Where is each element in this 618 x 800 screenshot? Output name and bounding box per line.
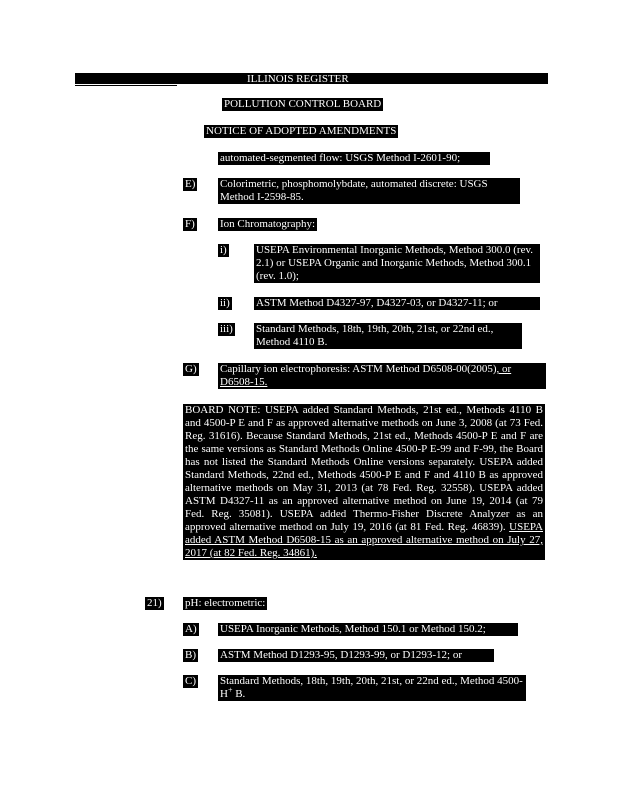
- item-21-text: pH: electrometric:: [185, 597, 266, 609]
- item-g-text-added: , or D6508-15.: [220, 363, 512, 388]
- item-fi-text: USEPA Environmental Inorganic Methods, Method 300.0 (rev. 2.1) or USEPA Organic and Inorganic Methods, Method 300.1 (rev. 1.0);: [254, 244, 540, 283]
- item-e-text: Colorimetric, phosphomolybdate, automated discrete: USGS Method I-2598-85.: [218, 178, 520, 204]
- item-fiii-marker: iii): [220, 323, 233, 335]
- item-a-text: USEPA Inorganic Methods, Method 150.1 or Method 150.2;: [218, 623, 518, 636]
- board-note: [183, 404, 545, 560]
- item-21-marker: 21): [147, 597, 162, 609]
- board-title: POLLUTION CONTROL BOARD: [224, 98, 382, 110]
- register-title: ILLINOIS REGISTER: [247, 73, 349, 85]
- item-f-text: Ion Chromatography:: [220, 218, 316, 230]
- item-f-marker: F): [185, 218, 195, 230]
- item-g-text: [218, 363, 546, 389]
- item-g-text-a: Capillary ion electrophoresis: ASTM Method D6508-00(2005): [220, 363, 497, 375]
- item-b-text: ASTM Method D1293-95, D1293-99, or D1293-12; or: [218, 649, 494, 662]
- notice-title: NOTICE OF ADOPTED AMENDMENTS: [206, 125, 397, 137]
- item-fi-marker: i): [220, 244, 227, 256]
- item-c-text-b: B.: [232, 688, 246, 700]
- board-note-added: USEPA added ASTM Method D6508-15 as an approved alternative method on July 27, 2017 (at 82 Fed. Reg. 34861).: [185, 521, 543, 559]
- item-c-marker: C): [185, 675, 196, 687]
- item-fii-marker: ii): [220, 297, 230, 309]
- item-c-sup: +: [227, 685, 233, 695]
- board-note-text: BOARD NOTE: USEPA added Standard Methods, 21st ed., Methods 4110 B and 4500-P E and F as approved alternative methods on June 3, 2008 (at 73 Fed. Reg. 31616). Because Standard Methods, 21st ed., Methods 4500-P E and F are the same versions as Standard Methods Online 4500-P E-99 and F-99, the Board has not listed the Standard Methods Online versions separately. USEPA added Standard Methods, 22nd ed., Methods 4500-P E and F and 4110 B as approved alternative methods on May 31, 2013 (at 78 Fed. Reg. 32558). USEPA added ASTM D4327-11 as an approved alternative method on June 19, 2014 (at 79 Fed. Reg. 35081). USEPA added Thermo-Fisher Discrete Analyzer as an approved alternative method on July 19, 2016 (at 81 Fed. Reg. 46839).: [185, 404, 543, 533]
- item-g-marker: G): [185, 363, 197, 375]
- item-d-tail: automated-segmented flow: USGS Method I-2601-90;: [218, 152, 490, 165]
- header-rule: [75, 85, 177, 86]
- item-fiii-text: Standard Methods, 18th, 19th, 20th, 21st, or 22nd ed., Method 4110 B.: [254, 323, 522, 349]
- item-fii-text: ASTM Method D4327-97, D4327-03, or D4327-11; or: [254, 297, 540, 310]
- item-c-text-a: Standard Methods, 18th, 19th, 20th, 21st, or 22nd ed., Method 4500-H: [220, 675, 523, 700]
- item-b-marker: B): [185, 649, 196, 661]
- item-c-text: [218, 675, 526, 701]
- item-a-marker: A): [185, 623, 197, 635]
- item-e-marker: E): [185, 178, 196, 190]
